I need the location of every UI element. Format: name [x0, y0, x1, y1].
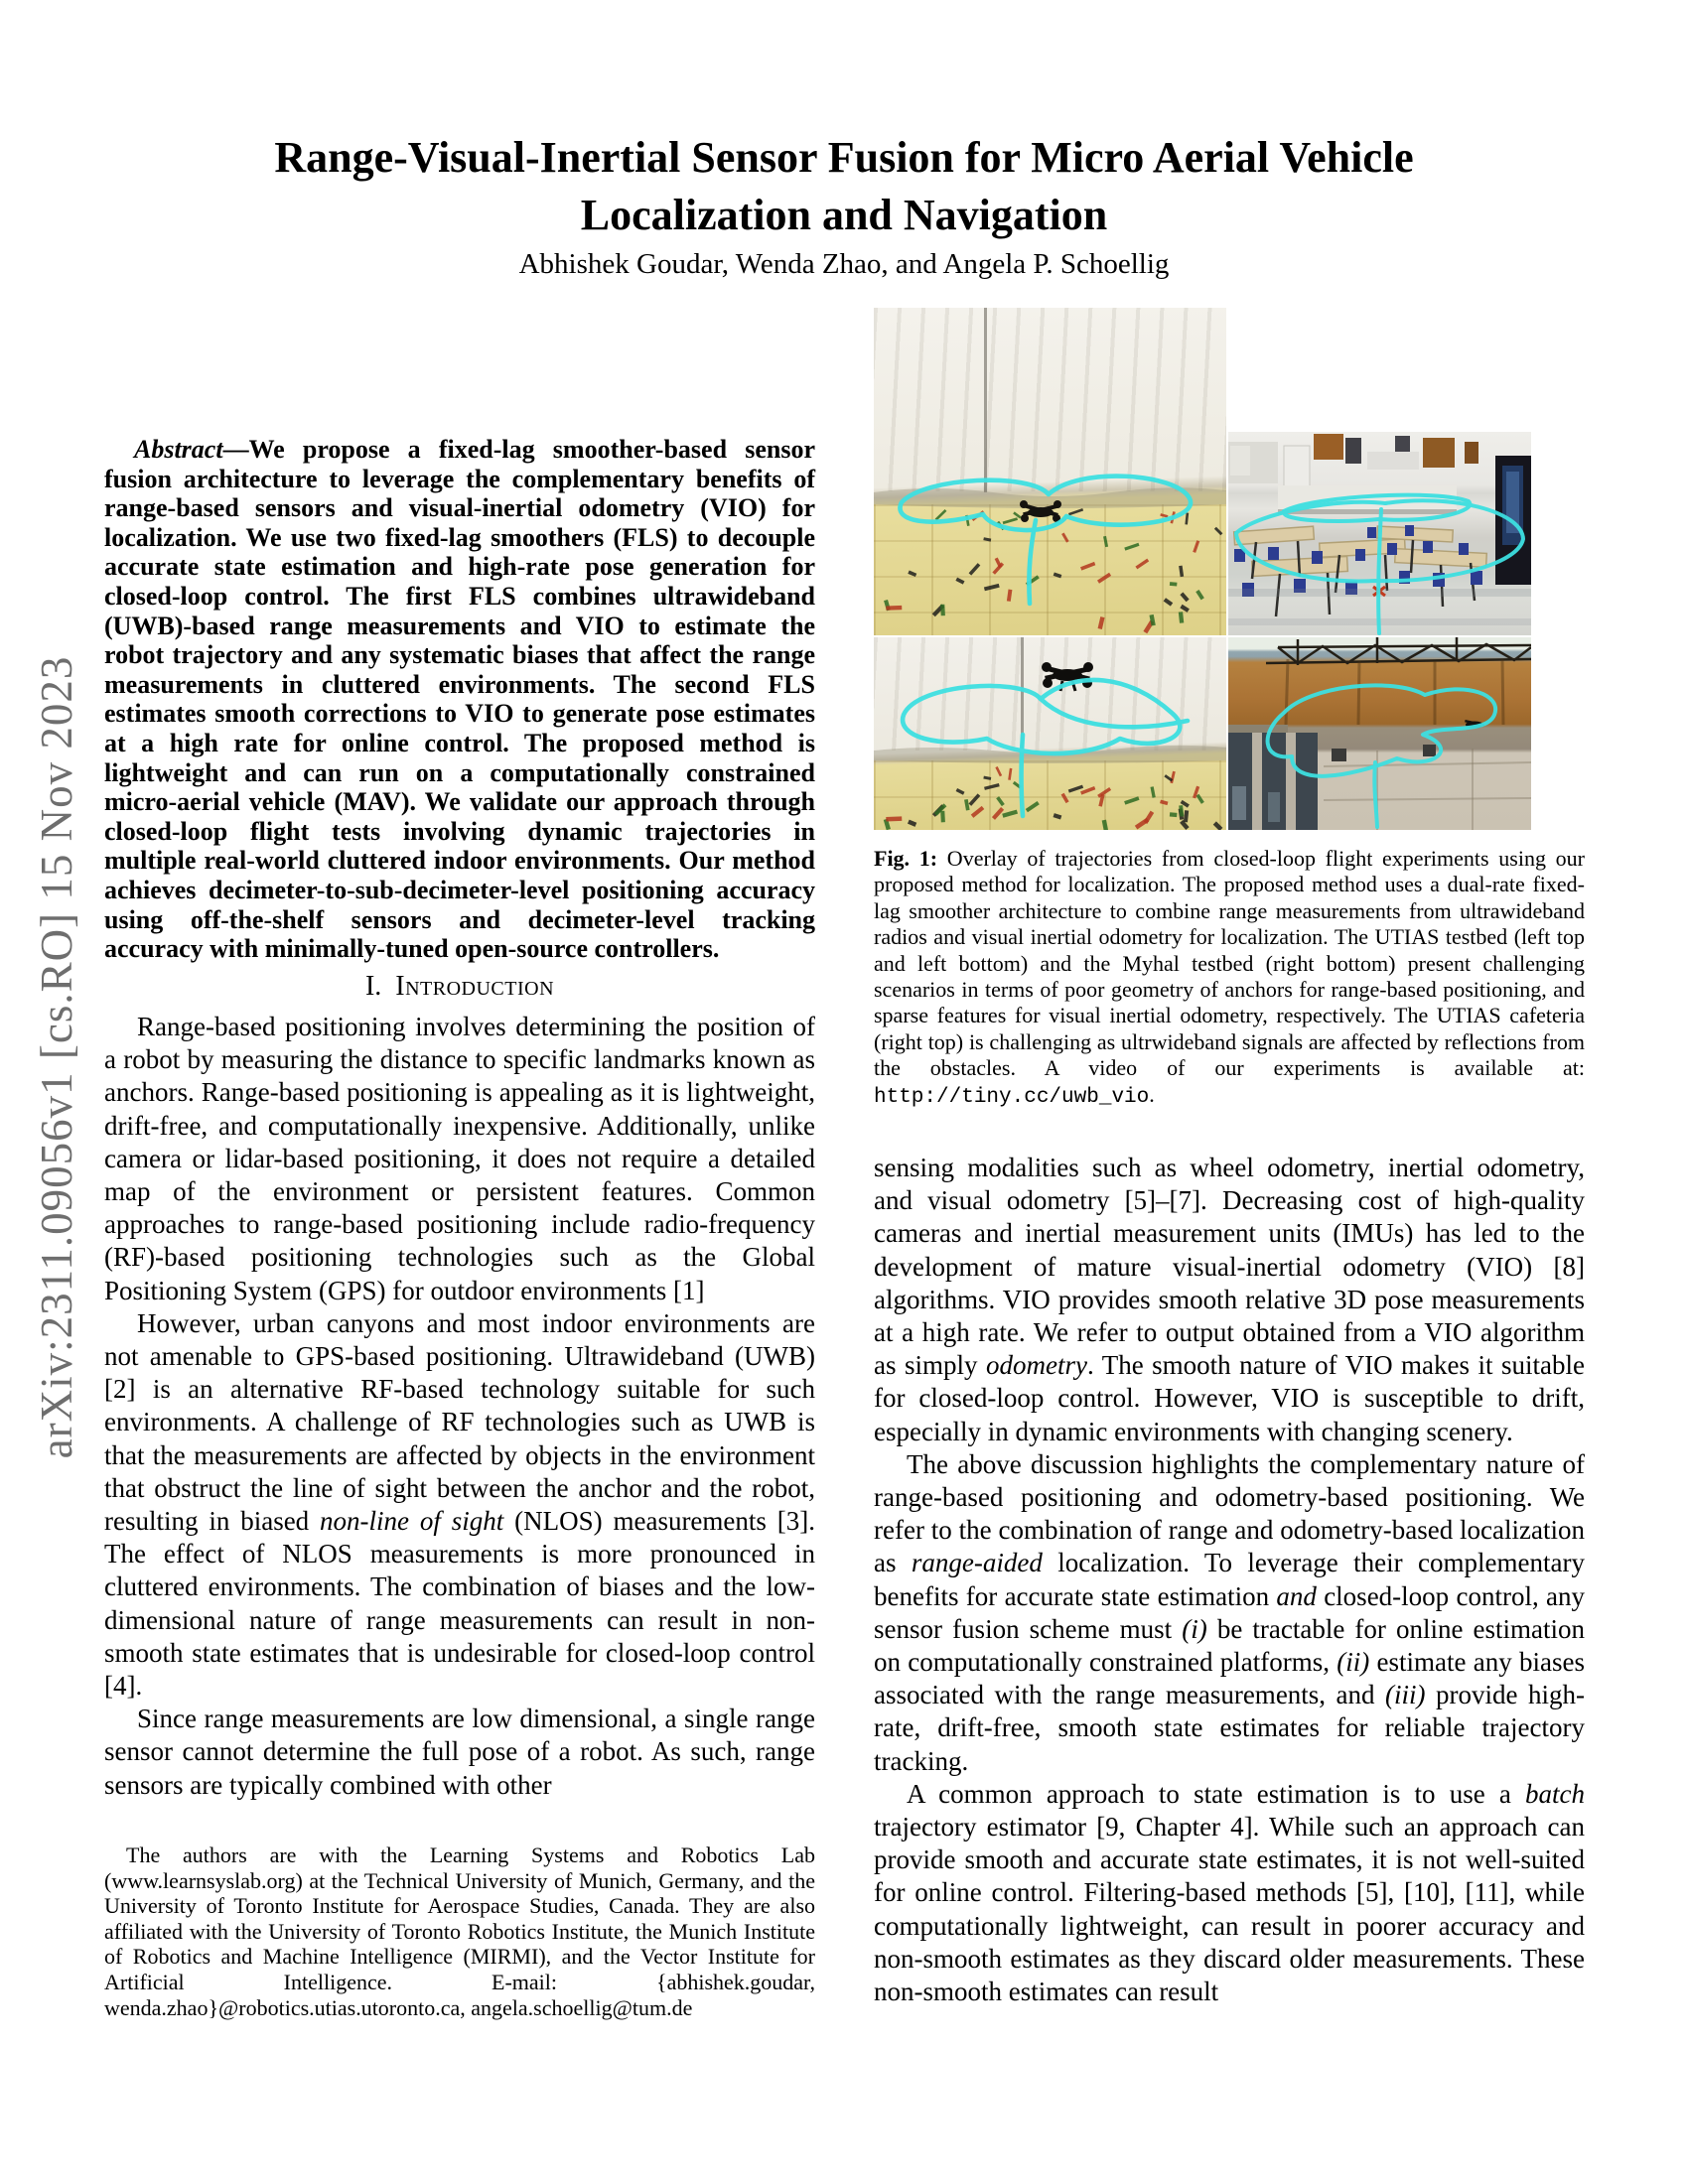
abstract: [104, 435, 815, 964]
mat-markings: [884, 766, 1223, 830]
p-right1-s1: . The smooth nature of VIO makes it suitable for closed-loop control. However, VIO is susceptible to drift, especially in dynamic environments with changing scenery.: [874, 1350, 1585, 1446]
photo-canvas-utias-top: [874, 308, 1226, 635]
p-right3-i1: batch: [1525, 1778, 1585, 1809]
abstract-text: —We propose a fixed-lag smoother-based sensor fusion architecture to leverage the complementary benefits of range-based sensors and visual-inertial odometry (VIO) for localization. We use two fixed-lag smoothers (FLS) to decouple accurate state estimation and high-rate pose generation for closed-loop control. The first FLS combines ultrawideband (UWB)-based range measurements and VIO to estimate the robot trajectory and any systematic biases that affect the range measurements in cluttered environments. The second FLS estimates smooth corrections to VIO to generate pose estimates at a high rate for online control. The proposed method is lightweight and can run on a computationally constrained micro-aerial vehicle (MAV). We validate our approach through closed-loop flight tests involving dynamic trajectories in multiple real-world cluttered indoor environments. Our method achieves decimeter-to-sub-decimeter-level positioning accuracy using off-the-shelf sensors and decimeter-level tracking accuracy with minimally-tuned open-source controllers.: [104, 435, 815, 964]
author-footnote: The authors are with the Learning Systems and Robotics Lab (www.learnsyslab.org) at the Technical University of Munich, Germany, and the University of Toronto Institute for Aerospace Studies, Canada. They are also affiliated with the University of Toronto Robotics Institute, the Munich Institute of Robotics and Machine Intelligence (MIRMI), and the Vector Institute for Artificial Intelligence. E-mail: {abhishek.goudar, wenda.zhao}@robotics.utias.utoronto.ca, angela.schoellig@tum.de: [104, 1843, 815, 2020]
p-right2-i3: (i): [1182, 1613, 1207, 1644]
abstract-label: Abstract: [134, 435, 223, 464]
figure1-photo-utias-testbed-bottom: [874, 637, 1226, 830]
figure1-caption-url[interactable]: http://tiny.cc/uwb_vio: [874, 1085, 1150, 1109]
nlos-italic: non-line of sight: [320, 1506, 504, 1537]
paragraph-right-1: [874, 1152, 1585, 1448]
figure-1: [874, 308, 1531, 830]
drone-silhouette: [1042, 662, 1093, 691]
figure1-photo-myhal-testbed: [1228, 637, 1531, 830]
photo-canvas-utias-bottom: [874, 637, 1226, 830]
truss-structure: [1266, 637, 1531, 665]
photo-canvas-cafeteria: [1228, 432, 1531, 635]
paragraph-right-3: [874, 1778, 1585, 2008]
p-right2-i2: and: [1276, 1580, 1317, 1611]
left-column-body: [104, 1011, 815, 1802]
p-right2-s1: localization. To leverage their complementary benefits for accurate state estimation: [874, 1548, 1585, 1611]
figure1-photo-utias-testbed-top: [874, 308, 1226, 635]
cafeteria-back-wall: [1228, 434, 1478, 489]
p-right2-i5: (iii): [1385, 1680, 1426, 1710]
figure1-photo-utias-cafeteria: [1228, 432, 1531, 635]
p-right2-s5: provide high-rate, drift-free, smooth state estimates for reliable trajectory tracking.: [874, 1680, 1585, 1776]
arxiv-watermark: arXiv:2311.09056v1 [cs.RO] 15 Nov 2023: [32, 655, 81, 1459]
p-right3-s0: A common approach to state estimation is to use a: [907, 1778, 1525, 1809]
paragraph-intro-1: Range-based positioning involves determining the position of a robot by measuring the distance to specific landmarks known as anchors. Range-based positioning is appealing as it is lightweight, drift-free, and computationally inexpensive. Additionally, unlike camera or lidar-based positioning, it does not require a detailed map of the environment or persistent features. Common approaches to range-based positioning include radio-frequency (RF)-based positioning technologies such as the Global Positioning System (GPS) for outdoor environments [1]: [104, 1012, 815, 1305]
figure1-caption-period: .: [1149, 1081, 1155, 1107]
p-right3-s1: trajectory estimator [9, Chapter 4]. While such an approach can provide smooth and accurate state estimates, it is not well-suited for online control. Filtering-based methods [5], [10], [11], while computationally lightweight, can result in poorer accuracy and non-smooth estimates as they discard older measurements. These non-smooth estimates can result: [874, 1812, 1585, 2007]
figure1-caption: [874, 846, 1585, 1111]
paragraph-right-2: [874, 1448, 1585, 1778]
paper-title-line2: Localization and Navigation: [580, 191, 1108, 239]
paragraph-intro-2-text-b: (NLOS) measurements [3]. The effect of NLOS measurements is more pronounced in cluttered environments. The combination of biases and the low-dimensional nature of range measurements can result in non-smooth state estimates that is undesirable for closed-loop control [4].: [104, 1506, 816, 1702]
p-right1-s0: sensing modalities such as wheel odometry, inertial odometry, and visual odometry [5]–[7]. Decreasing cost of high-quality cameras and inertial measurement units (IMUs) has led to the development of mature visual-inertial odometry (VIO) [8] algorithms. VIO provides smooth relative 3D pose measurements at a high rate. We refer to output obtained from a VIO algorithm as simply: [874, 1153, 1585, 1381]
p-right2-s4: estimate any biases associated with the range measurements, and: [874, 1647, 1585, 1710]
paper-title: [0, 129, 1688, 244]
section-title: Introduction: [395, 971, 555, 1002]
right-column-body: [874, 1152, 1585, 2008]
photo-canvas-myhal: [1228, 637, 1531, 830]
p-right2-s2: closed-loop control, any sensor fusion scheme must: [874, 1580, 1586, 1644]
windows: [1228, 733, 1318, 830]
authors-line: Abhishek Goudar, Wenda Zhao, and Angela P. Schoellig: [518, 248, 1170, 280]
paragraph-intro-3: Since range measurements are low dimensional, a single range sensor cannot determine the full pose of a robot. As such, range sensors are typically combined with other: [104, 1704, 815, 1800]
section-heading-introduction: [104, 971, 815, 1003]
paper-title-line1: Range-Visual-Inertial Sensor Fusion for Micro Aerial Vehicle: [274, 133, 1414, 182]
p-right2-s0: The above discussion highlights the complementary nature of range-based positioning and odometry-based positioning. We refer to the combination of range and odometry-based localization as: [874, 1448, 1585, 1578]
p-right1-i1: odometry: [985, 1350, 1087, 1381]
paragraph-intro-2: [104, 1307, 815, 1703]
section-number: I.: [364, 971, 382, 1002]
figure1-caption-text: Overlay of trajectories from closed-loop flight experiments using our proposed method for localization. The proposed method uses a dual-rate fixed-lag smoother architecture to combine range measurements from ultrawideband radios and visual inertial odometry for localization. The UTIAS testbed (left top and left bottom) and the Myhal testbed (right bottom) present challenging scenarios in terms of poor geometry of anchors for range-based positioning, and sparse features for visual inertial odometry, respectively. The UTIAS cafeteria (right top) is challenging as ultrwideband signals are affected by reflections from the obstacles. A video of our experiments is available at:: [874, 846, 1585, 1081]
p-right2-s3: be tractable for online estimation on computationally constrained platforms,: [874, 1613, 1585, 1678]
speakers: [1332, 745, 1436, 761]
p-right2-i4: (ii): [1336, 1647, 1370, 1678]
paragraph-intro-2-text: However, urban canyons and most indoor environments are not amenable to GPS-based positioning. Ultrawideband (UWB) [2] is an alternative RF-based technology suitable for such environments. A challenge of RF technologies such as UWB is that the measurements are affected by objects in the environment that obstruct the line of sight between the anchor and the robot, resulting in biased: [104, 1307, 815, 1537]
p-right2-i1: range-aided: [911, 1548, 1043, 1578]
figure1-caption-label: Fig. 1:: [874, 846, 938, 871]
